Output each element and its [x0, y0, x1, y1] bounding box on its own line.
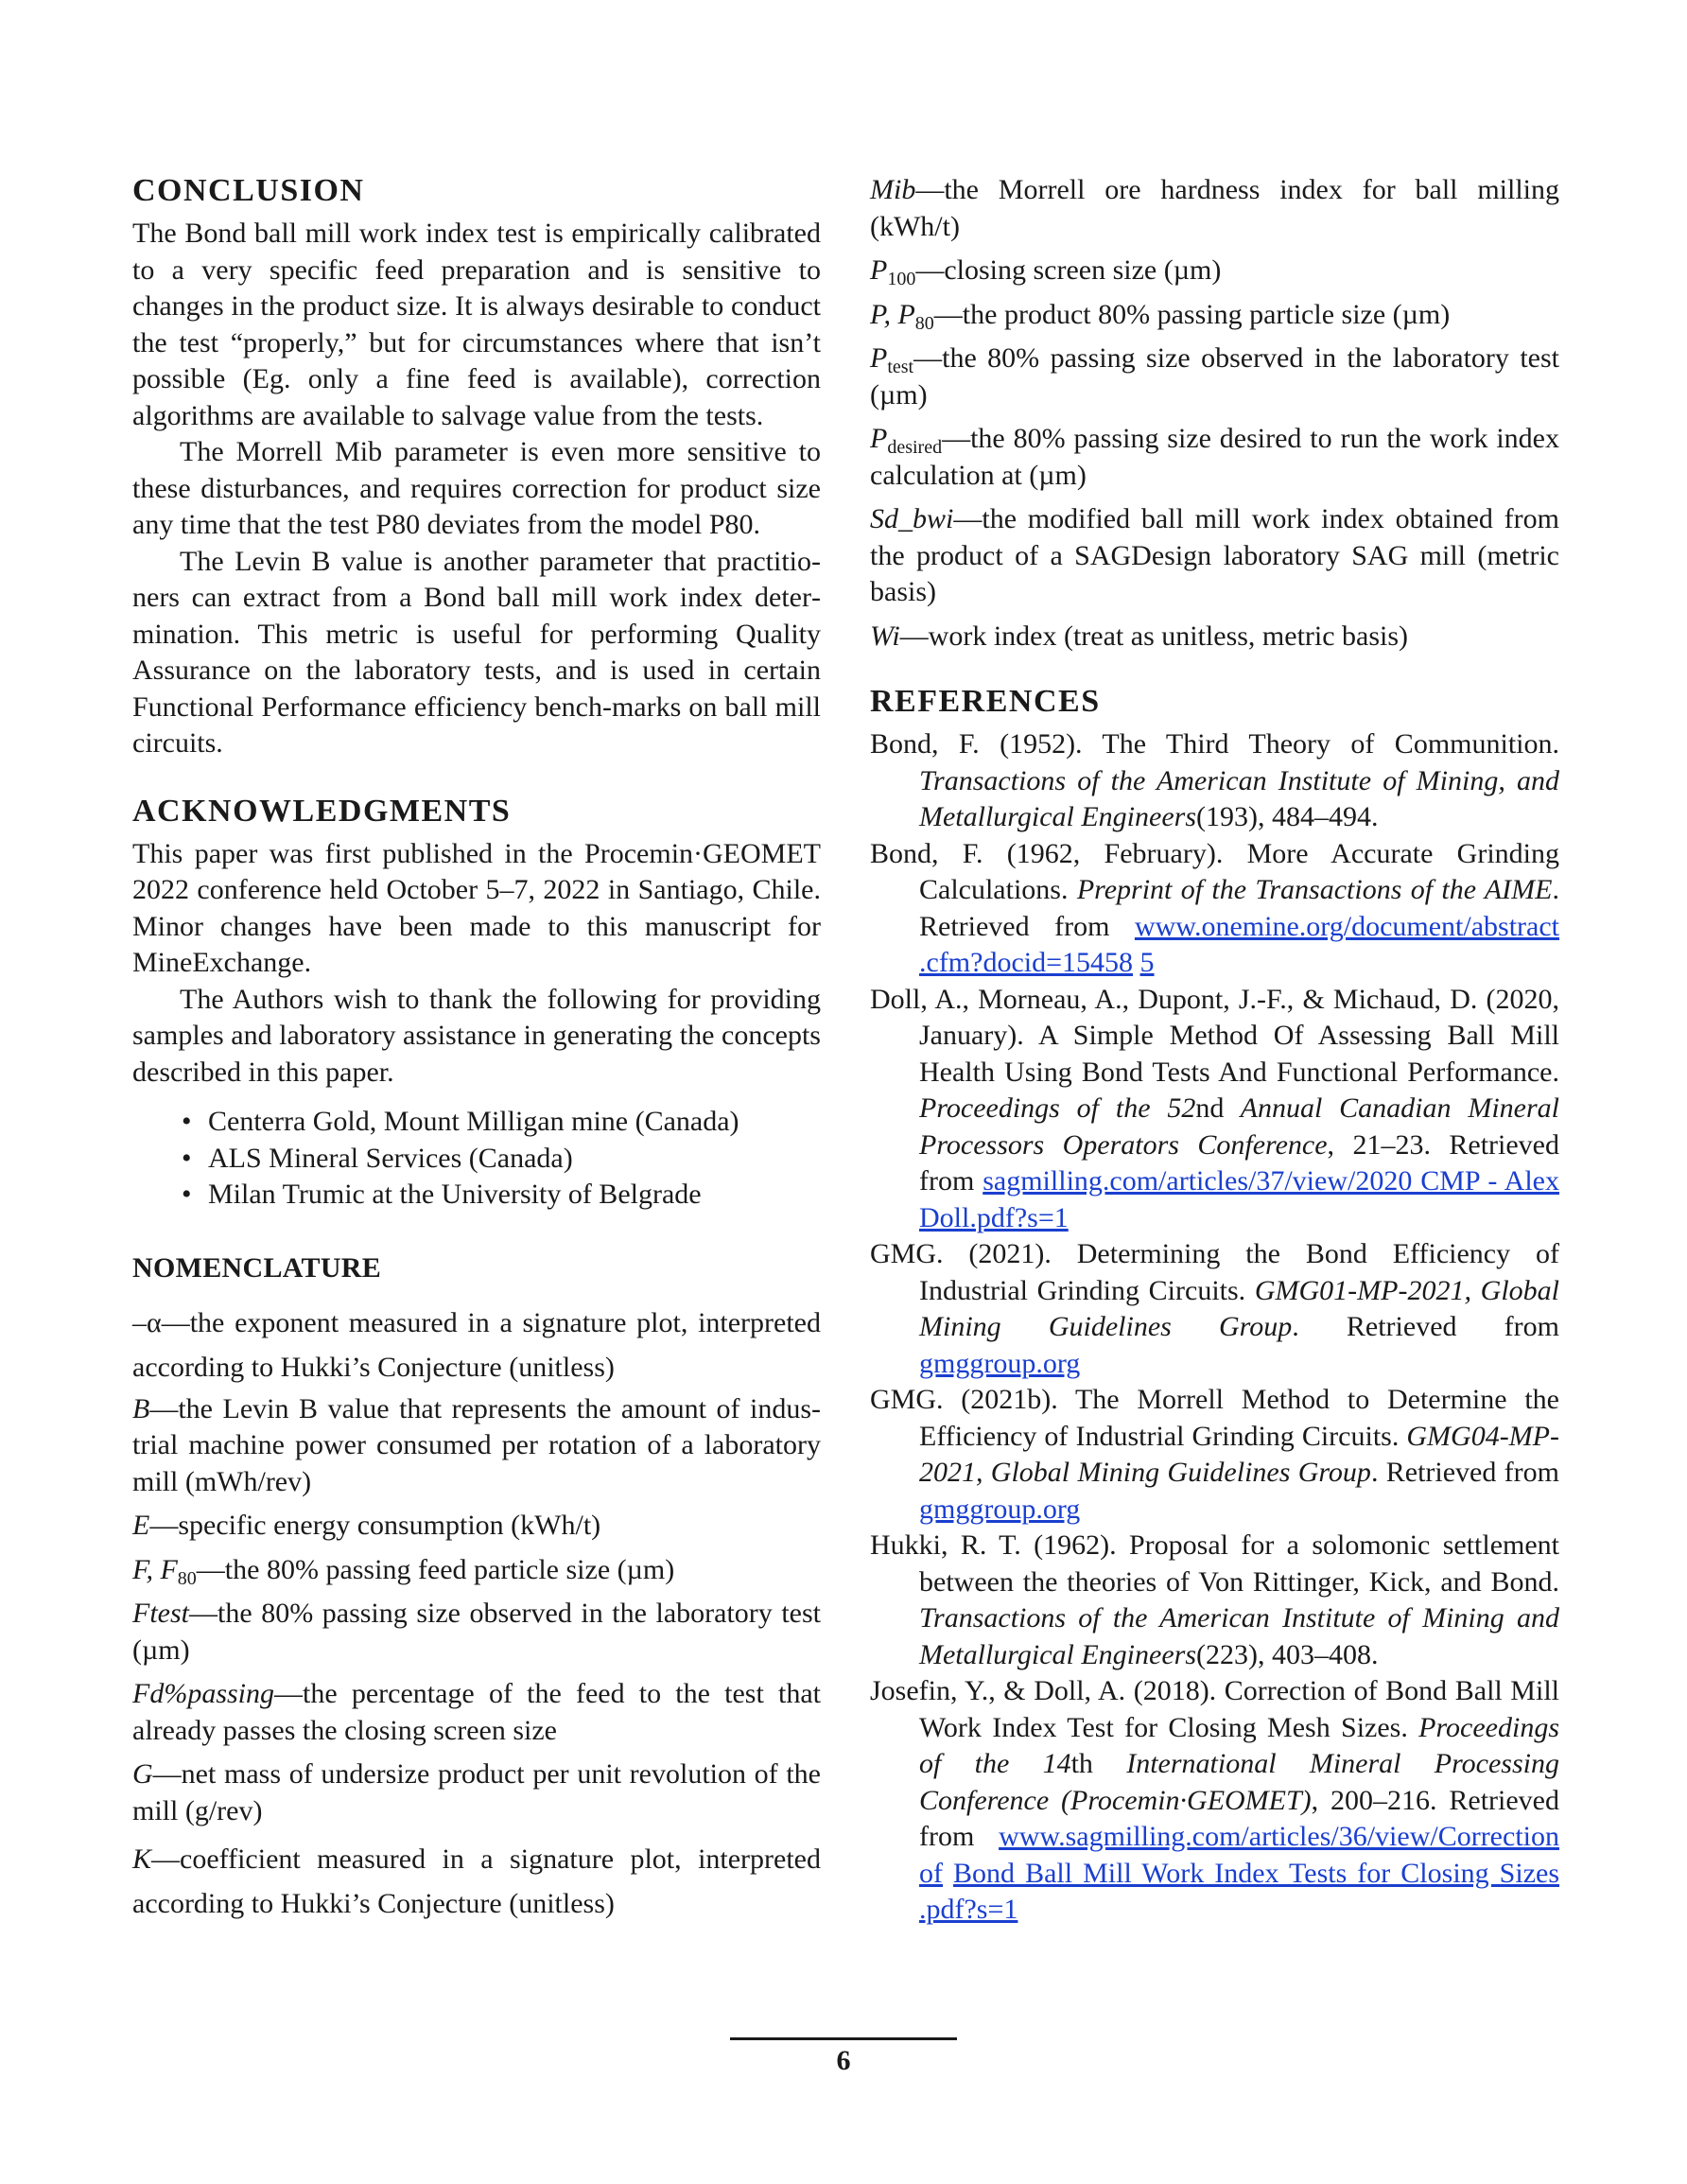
nomenclature-entry — [132, 1508, 821, 1545]
nomenclature-symbol: P — [870, 342, 888, 374]
nomenclature-heading: NOMENCLATURE — [132, 1251, 382, 1284]
conclusion-heading: CONCLUSION — [132, 173, 365, 208]
footer-divider — [730, 2037, 957, 2040]
nomenclature-definition: —the 80% passing size observed in the laboratory test (µm) — [870, 342, 1559, 411]
nomenclature-symbol: P — [870, 254, 888, 286]
nomenclature-definition: —coefficient measured in a signature plot, interpreted according to Hukki’s Conjecture (unitless) — [132, 1843, 821, 1919]
reference-entry — [870, 1673, 1559, 1929]
list-item: • Milan Trumic at the University of Belgrade — [208, 1177, 821, 1214]
nomenclature-definition: —the 80% passing size observed in the laboratory test (µm) — [132, 1598, 821, 1666]
nomenclature-symbol: P, P — [870, 298, 915, 330]
nomenclature-entry — [132, 1756, 821, 1829]
nomenclature-subscript: 100 — [887, 269, 916, 289]
acknowledgments-paragraph-1: This paper was first published in the Procemin·GEOMET 2022 conference held October 5–7, 2022 in Santiago, Chile. Minor changes have been made to this manuscript for MineExchange. — [132, 837, 821, 978]
nomenclature-definition: —the modified ball mill work index obtained from the product of a SAGDesign laboratory SAG mill (metric basis) — [870, 503, 1559, 607]
nomenclature-subscript: 80 — [177, 1567, 197, 1589]
reference-entry — [870, 1382, 1559, 1528]
nomenclature-symbol: F, F — [132, 1553, 178, 1585]
nomenclature-entry — [870, 297, 1559, 334]
nomenclature-symbol: Wi — [870, 620, 900, 652]
nomenclature-entry — [870, 341, 1559, 413]
reference-text: nd — [1195, 1092, 1225, 1124]
reference-link[interactable]: Bond Ball Mill Work Index Tests for Closing Sizes .pdf?s=1 — [919, 1857, 1560, 1925]
nomenclature-entry — [870, 253, 1559, 289]
nomenclature-symbol: B — [132, 1392, 150, 1424]
nomenclature-symbol: G — [132, 1758, 153, 1790]
conclusion-paragraph-3: The Levin B value is another parameter that practitioners can extract from a Bond ball mill work index determination. This metric is useful for performing Quality Assurance on the laboratory tests, and is used in certain Functional Performance efficiency bench-marks on ball mill circuits. — [132, 545, 821, 759]
nomenclature-entry — [132, 1676, 821, 1749]
page-number: 6 — [836, 2045, 851, 2076]
nomenclature-entry — [132, 1552, 821, 1589]
nomenclature-definition: —the Levin B value that represents the amount of industrial machine power consumed per rotation of a laboratory mill (mWh/rev) — [132, 1392, 821, 1497]
nomenclature-symbol: P — [870, 423, 888, 454]
reference-link[interactable]: www.onemine.org/document/abstract .cfm?docid=15458 — [919, 910, 1559, 978]
nomenclature-definition: —the 80% passing size desired to run the work index calculation at (µm) — [870, 423, 1559, 491]
reference-source: Transactions of the American Institute of Mining, and Metallurgical Engineers — [919, 764, 1559, 832]
nomenclature-entry — [132, 1596, 821, 1669]
reference-text: , 200–216. Retrieved from — [919, 1784, 1559, 1852]
right-column — [870, 172, 1559, 1929]
nomenclature-symbol: Mib — [870, 174, 916, 205]
nomenclature-definition: —the percentage of the feed to the test that already passes the closing screen size — [132, 1678, 821, 1746]
reference-entry — [870, 1236, 1559, 1382]
reference-source: GMG04-MP-2021, Global Mining Guidelines Group — [919, 1420, 1559, 1488]
nomenclature-definition: —specific energy consumption (kWh/t) — [149, 1510, 601, 1541]
nomenclature-symbol: Sd_bwi — [870, 503, 954, 534]
references-heading: REFERENCES — [870, 684, 1101, 719]
reference-text: . Retrieved from — [919, 874, 1559, 942]
reference-entry — [870, 1528, 1559, 1673]
reference-text: Doll, A., Morneau, A., Dupont, J.-F., & Michaud, D. (2020, January). A Simple Method Of Assessing Ball Mill Health Using Bond Tests And Functional Performance. — [870, 983, 1559, 1088]
reference-source: Annual Canadian Mineral Processors Operators Conference — [919, 1092, 1559, 1161]
nomenclature-symbol: Fd%passing — [132, 1678, 274, 1709]
acknowledgments-list — [132, 1104, 821, 1214]
reference-text: . Retrieved from — [1370, 1457, 1559, 1488]
reference-source: Preprint of the Transactions of the AIME — [1076, 874, 1553, 905]
conclusion-paragraph-2: The Morrell Mib parameter is even more sensitive to these disturbances, and requires correction for product size any time that the test P80 deviates from the model P80. — [132, 436, 821, 540]
reference-link[interactable]: www.sagmilling.com/articles/36/view/Correction of — [919, 1821, 1559, 1889]
list-item: • Centerra Gold, Mount Milligan mine (Canada) — [208, 1104, 821, 1141]
nomenclature-definition: —the 80% passing feed particle size (µm) — [196, 1553, 675, 1585]
reference-text: GMG. (2021). Determining the Bond Efficiency of Industrial Grinding Circuits. — [870, 1238, 1559, 1306]
nomenclature-entry — [132, 1301, 821, 1389]
nomenclature-entry — [870, 172, 1559, 245]
reference-text: (193), 484–494. — [1196, 801, 1379, 832]
reference-text: GMG. (2021b). The Morrell Method to Determine the Efficiency of Industrial Grinding Circuits. — [870, 1384, 1559, 1452]
nomenclature-symbol: E — [132, 1510, 150, 1541]
nomenclature-entry — [870, 421, 1559, 494]
nomenclature-entry — [132, 1837, 821, 1926]
nomenclature-definition: —work index (treat as unitless, metric basis) — [899, 620, 1409, 652]
nomenclature-definition: —the product 80% passing particle size (µm) — [933, 298, 1451, 330]
reference-source: GMG01-MP-2021, Global Mining Guidelines Group — [919, 1274, 1559, 1342]
reference-text: Bond, F. (1962, February). More Accurate Grinding Calculations. — [870, 837, 1559, 905]
nomenclature-definition: —net mass of undersize product per unit revolution of the mill (g/rev) — [132, 1758, 821, 1826]
nomenclature-subscript: 80 — [914, 312, 934, 334]
reference-text: . Retrieved from — [1292, 1311, 1559, 1342]
list-item: • ALS Mineral Services (Canada) — [208, 1141, 821, 1178]
nomenclature-subscript: desired — [887, 437, 943, 458]
reference-source: Proceedings of the 52 — [919, 1092, 1196, 1124]
reference-link[interactable]: gmggroup.org — [919, 1347, 1081, 1379]
reference-text: Hukki, R. T. (1962). Proposal for a solomonic settlement between the theories of Von Rittinger, Kick, and Bond. — [870, 1529, 1559, 1598]
acknowledgments-heading: ACKNOWLEDGMENTS — [132, 793, 512, 829]
reference-source: International Mineral Processing Conference (Procemin·GEOMET) — [919, 1748, 1559, 1816]
nomenclature-symbol: Ftest — [132, 1598, 189, 1629]
reference-link[interactable]: 5 — [1139, 947, 1155, 978]
reference-text: (223), 403–408. — [1196, 1638, 1379, 1670]
conclusion-paragraph-1: The Bond ball mill work index test is empirically calibrated to a very specific feed preparation and is sensitive to changes in the product size. It is always desirable to conduct the test “properly,” but for circumstances where that isn’t possible (Eg. only a fine feed is available), correction algorithms are available to salvage value from the tests. — [132, 218, 821, 431]
nomenclature-entry — [132, 1391, 821, 1501]
nomenclature-definition: —the Morrell ore hardness index for ball milling (kWh/t) — [870, 174, 1559, 242]
nomenclature-symbol: –α — [132, 1306, 162, 1338]
left-column — [132, 170, 821, 1926]
reference-source: Transactions of the American Institute of Mining and Metallurgical Engineers — [919, 1602, 1559, 1670]
reference-entry — [870, 982, 1559, 1237]
reference-text: Bond, F. (1952). The Third Theory of Communition. — [870, 728, 1559, 760]
nomenclature-definition: —closing screen size (µm) — [915, 254, 1222, 286]
reference-link[interactable]: gmggroup.org — [919, 1493, 1081, 1525]
nomenclature-symbol: K — [132, 1843, 152, 1875]
reference-text: Josefin, Y., & Doll, A. (2018). Correction of Bond Ball Mill Work Index Test for Closing Mesh Sizes. — [870, 1675, 1559, 1743]
nomenclature-definition: —the exponent measured in a signature plot, interpreted according to Hukki’s Conjecture (unitless) — [132, 1306, 821, 1383]
nomenclature-subscript: test — [887, 357, 914, 377]
reference-link[interactable]: sagmilling.com/articles/37/view/2020 CMP - Alex Doll.pdf?s=1 — [919, 1165, 1559, 1233]
acknowledgments-paragraph-2: The Authors wish to thank the following for providing samples and laboratory assistance in generating the concepts described in this paper. — [132, 983, 821, 1088]
reference-text: , 21–23. Retrieved from — [919, 1128, 1559, 1197]
reference-text: th — [1070, 1748, 1093, 1779]
nomenclature-entry — [870, 619, 1559, 655]
nomenclature-entry — [870, 501, 1559, 611]
reference-entry — [870, 836, 1559, 982]
reference-source: Proceedings of the 14 — [919, 1711, 1559, 1779]
reference-entry — [870, 726, 1559, 836]
